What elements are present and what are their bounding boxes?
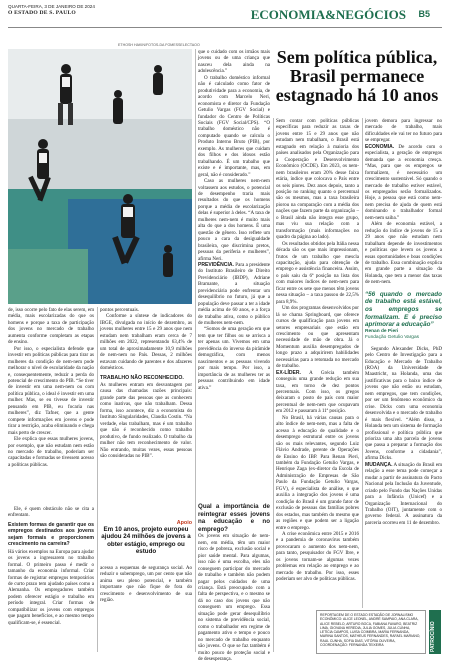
page-number: B5 [418, 9, 430, 19]
pull-quote-text: “56 quando o mercado de trabalho está estável, os empregos se formalizam. E é preciso aprimorar a educação” [365, 290, 442, 329]
paragraph: jovem demora para ingressar no mercado de trabalho, mais dificuldades ele vai ter no futuro para se empregar. [365, 118, 442, 144]
column-1 [8, 307, 94, 468]
paragraph: “Somos de uma geração em que tem que ter filhos ou se arrisca a ter apenas um. Vivemos em uma previdência do inverso da pirâmide demográfica, com menos nascimentos e as pessoas vivendo por mais tempo. Por isso, a importância de as mulheres ter as pessoas contribuindo em idade ativa.” [198, 326, 270, 391]
box-answer: Há vários exemplos na Europa para ajudar os jovens a ingressarem no trabalho formal. O primeiro passo é medir o tamanho da economia informal. Criar formas de registrar empregos temporários de curto prazo tem ajudado países como a Alemanha. Os empregadores também podem oferecer estágio e trabalho em período integral. Criar formas de compatibilizar os jovens com empregos que pagam benefícios, e ao mesmo tempo qualificam-se, é essencial. [8, 548, 94, 626]
section-title [251, 7, 406, 23]
stat-label: Apoio [176, 520, 192, 526]
newspaper-name: O ESTADO DE S. PAULO [8, 10, 76, 16]
box-question: Qual a importância de reintegrar esses jovens na educação e no emprego? [198, 503, 270, 533]
paragraph: Caso as mulheres nem-nem voltassem aos estudos, o potencial de desempenho traria mais resultados do que os homens porque a média de escolarização delas é superior à deles. “A taxa de mulheres nem-nem é muito mais alta do que a dos homens. É uma questão de gênero. Isso reflete um pouco a cara da desigualdade brasileira, que discrimina pretos, pessoas da periferia e mulheres”, afirma Neri. [198, 178, 270, 262]
column-divider [362, 118, 363, 608]
box-question: Existem formas de garantir que os empregos destinados aos jovens sejam formais e proporcionem crescimento na carreira? [8, 521, 94, 548]
box-answer: Os jovens em situação de nem-nem, em média, têm um maior risco de pobreza, exclusão social e pior saúde mental. Para algumas, isso não é uma escolha, eles não conseguem participar do mercado de trabalho e também não podem pagar pelos cuidados de uma criança. Está preocupado com a falta de perspectiva, e o mesmo se dá no caso dos jovens que não conseguem um emprego. Essa situação pode gerar desequilíbrio no sistema de previdência social, como o trabalhador em regime de pagamento ativo e tempo e pouco no mercado de trabalho enquanto são jovens. O que se faz também é muito pouco de proteção social e de desesperança. [198, 533, 270, 662]
column-3 [198, 49, 270, 503]
pull-quote-org: Fundação Getulio Vargas [365, 335, 420, 341]
paragraph: Conforme a síntese de indicadores do IBGE, divulgada no início de dezembro, as jovens mulheres entre 15 e 29 anos que nem estudam nem trabalham eram cerca de 7 milhões em 2022, representando 63,4% de um total de aproximadamente 10,9 milhões de nem-nem no País. Dessas, 2 milhões estavam cuidando de parentes e dos afazeres domésticos. [100, 313, 192, 372]
column-1-lower [8, 506, 94, 626]
stat-text: Em 10 anos, projeto europeu ajudou 24 milhões de jovens a obter estágio, emprego ou estudo [101, 526, 191, 555]
column-5 [365, 118, 442, 608]
paragraph: As mulheres entram em desvantagem por causa das chamadas razões principais: grande parte das pessoas que as conhecem como inativas, que não trabalham. Dessa forma, isso acontece, diz a economista do Instituto Singularidades, Claudia Costin. “Na verdade, elas trabalham, mas é um trabalho que não é reconhecido como trabalho produtivo, de fundo realizado. O trabalho da mulher não tem reconhecimento de valor. Não entrando, muitas vezes, essas pessoas são consideradas no PIB”. [100, 381, 192, 459]
section-title-part2: NEGÓCIOS [335, 7, 406, 22]
pull-quote-name: Renan de Pieri [365, 328, 399, 334]
paragraph: Por isso, o especialista defende que investir em políticas públicas para tirar as mulheres da condição de nem-nem pode melhorar o nível de escolaridade da nação e, consequentemente, reduzir a perda do potencial de crescimento do PIB. “Se tiver de investir em uma nem-nem ou com política pública, o ideal é investir em uma mulher. Mas, se eu tivesse de investir pensando em PIB, eu focaria nas mulheres”, diz Tafner, que a gente compete informações em jovens e pode tirar a restrição, acaba eliminando e chega mais perto de crescer. [8, 345, 94, 436]
stat-box [100, 520, 192, 555]
paragraph: acesso a esquemas de segurança social. Ao reduzir o subemprego, um por cento que não anima seu pleno potencial, e também importante que não fique de fora do crescimento e desenvolvimento de sua região. [100, 565, 192, 604]
sponsor-logo-text: PATROCÍNIO [430, 621, 436, 652]
column-4 [276, 118, 359, 653]
subhead-previdencia: PREVIDÊNCIA. [198, 261, 234, 268]
paragraph: De acordo com o especialista, a geração de empregos demanda que a economia cresça. “Mas, para que os empregos se formalizem, é necessário um crescimento sustentável. Só quando o mercado de trabalho estiver estável, os empregados serão formalizados. Hoje, a pessoa que está como nem-nem precisa de ajuda de quem está dominando o trabalhador formal nem-nem saiba.” [365, 143, 442, 221]
paragraph: pontos percentuais. [100, 307, 139, 313]
paragraph: que o cuidado com os irmãos mais jovens ou de uma criança que nasceu dela ainda na adolescência.” [198, 49, 270, 75]
paragraph: Os resultados obtidos pela Itália nessa década são os que mais impressionam, frutos de um trabalho que mescla capacitação, ajuda para obtenção de emprego e assistência financeira. Assim, o país saiu da 6ª posição na lista dos com maiores índices de nem-nem para ficar entre os sete que menos têm jovens nessa situação – a taxa passou de 22,5% para 8,9%. [276, 240, 359, 305]
paragraph: O trabalho doméstico informal não é calculado como fator de produtividade para a economia, de acordo com Marcelo Neri, economista e diretor da Fundação Getulio Vargas (FGV Social) e fundador do Centro de Políticas Sociais (FGV Social/CPS). “O trabalho doméstico não é computado quando se calcula o Produto Interno Bruto (PIB), por exemplo. As mulheres que cuidam dos filhos e dos idosos estão trabalhando. É um trabalho que existe e é importante, mas, em geral, não é considerado.” [198, 74, 270, 178]
masthead-rule [8, 27, 442, 28]
column-2 [100, 307, 192, 503]
paragraph: A situação do Brasil em relação a esse tema pode começar a mudar a partir de assinatura do Pacto Nacional pela Inclusão da Juventude, criado pelo Fundo das Nações Unidas para a Infância (Unicef) e a Organização Internacional do Trabalho (OIT), juntamente com o governo federal. A assinatura da parceria ocorreu em 11 de dezembro. [365, 461, 442, 526]
sponsor-logo [429, 610, 441, 654]
subhead-mudanca: MUDANÇA. [365, 461, 393, 468]
paragraph: Para a presidente do Instituto Brasileiro de Direito Previdenciário (IBDP), Adriane Bramante, a situação previdenciária pode enfrentar um desequilíbrio no futuro, já que a população deve passar a ter a idade média acima de 60 anos, e a força de trabalho ativa, como o público de mulheres nem-nem. [198, 261, 270, 327]
subhead-ex-lider: EX-LÍDER. [276, 369, 301, 376]
article-headline: Sem política pública, Brasil permanece estagnado há 10 anos [275, 47, 439, 105]
paragraph: Além de economia estável, a redução do índice de jovens de 15 a 29 anos que não estudam nem trabalham depende de investimentos e políticas que levem os jovens a essas oportunidades e boas condições de trabalho. Essa combinação explica em grande parte a situação da Holanda, que tem a menor das taxas de nem-nem. [365, 221, 442, 286]
paragraph: A Grécia também conseguiu uma grande redução em sua taxa, em torno de dez pontos percentuais. Com isso, os gregos deixaram o posto de país com maior percentual de nem-nem que ocupavam em 2012 e passaram à 11ª posição. [276, 369, 359, 415]
pull-quote [365, 291, 442, 342]
paragraph: A crise econômica entre 2015 e 2016 e a pandemia de coronavírus também provocaram o aumento dos nem-nem, para tanto, pesquisador do FGV Ibre, e os jovens tornam-se algumas vezes problemas em relação ao emprego e ao mercado de trabalho. Por isso, esses poderiam ser alvo de políticas públicas. [276, 531, 359, 583]
paragraph: Segundo Alexander Dicks, PhD pelo Centro de Investigação para a Educação e Mercado de Trabalho (ROA) da Universidade de Maastricht, na Holanda, uma das justificativas para o baixo índice de jovens que não estão ou estudam, nem empregos, que tem condições, por ser um fenômeno econômico da crise. Dicks com uma economia desenvolvida e o mercado de trabalho é mais flexível. “Além disso, a Holanda tem um sistema de formação profissional e política pública que prioriza uma alta parcela de jovens que passa a preparar a formação dos Jovens, conforme a cidadania”, afirma Dicks. [365, 345, 442, 462]
photo-credit: ETHOSH HAKIN/FOTOS-DA FOMESSELECTAOO [118, 43, 200, 47]
paragraph: Ele explica que essas mulheres jovens, por exemplo, que não estudam nem estão no mercado de trabalho, poderiam ser capacitadas e formadas se tivessem acesso a políticas públicas. [8, 436, 94, 468]
paragraph: No Brasil, há várias causas para o alto índice de nem-nem, mas a falta de acesso à educação de qualidade e o desemprego estrutural entre os jovens são os mais relevantes, segundo Luiz Flávio Andrade, gerente de Operações de Ensino do IBP. Para Renan Pieri, também da Fundação Getulio Vargas, e Henrique Zaga (ex-diretor da Escola de Administração de Empresas de São Paulo da Fundação Getulio Vargas, FGV), é especialista de análise, o que auxilia a integração dos jovens é uma condição do Brasil é um grande fator de exclusão de pessoas das famílias pobres dos estados, mas também do mesmo que as regiões e que podem ser a ligação entre o emprego. [276, 414, 359, 531]
paragraph: Ele, é quem obstáculo não se cita a enfrentam. [8, 506, 94, 519]
column-3-box [198, 503, 270, 662]
subhead-trabalho: TRABALHO NÃO RECONHECIDO. [100, 374, 184, 381]
credits-box: REPORTAGEM DE O ESTADO ESTADÃO DE JORNALISMO ECONÔMICO: ALICE LEONEL, ANDRÉ SAMPAIO, ANA CLARA, ALICE REBELO, ARTURO BOCA, FABIANA FAVARO, BEATRIZ LIMA, GIOVANA HEREDIA, JULIA GOMES, JULIA CUNHA, LETÍCIA CAMPOS, LUISA COIMBRA, MARIA FERNANDA, MARINA SANTOS, MATHEUS FERNANDES, RAFAEL MARIANO, RAUL CUNHA, SOFIA DIAS, VITÓRIA OLIVEIRA, COORDENAÇÃO: FERNANDA TEIXEIRA [316, 610, 426, 654]
paragraph: Um dos programas desenvolvidos por lá se chama Springboard, que oferece cursos de qualificação para jovens em setores empresariais que estão em crescimento ou que apresentam necessidade de mão de obra. Já o Momentum auxilia desempregados de longo prazo a adquirirem habilidades necessárias para a retomada no mercado de trabalho. [276, 305, 359, 370]
column-divider [273, 118, 274, 652]
masthead [8, 4, 95, 16]
subhead-economia: ECONOMIA. [365, 143, 395, 150]
column-divider [195, 49, 196, 652]
section-ampersand: & [325, 7, 336, 22]
section-title-part1: ECONOMIA [250, 7, 326, 22]
paragraph: Sem contar com políticas públicas específicas para reduzir as taxas de jovens entre 15 e 29 anos que não estudam nem trabalham, o Brasil está estagnado em relação à maioria dos países analisados pela Organização para a Cooperação e Desenvolvimento Econômico (OCDE). Em 2023, os nem-nem brasileiros eram 20% desse faixa etária, índice que colocava o País entre os seis piores. Dez anos depois, tanto a posição no ranking quanto o percentual são os mesmos, mas a taxa brasileira piorou na comparação com a média dos nações que fazem parte da organização – o Brasil ainda não integra esse grupo, mas viu sua relação com a transformação (mais informações no quadro da página ao lado). [276, 118, 359, 241]
column-divider [97, 307, 98, 652]
column-2-tail [100, 565, 192, 653]
edition-date: QUARTA-FEIRA, 3 DE JANEIRO DE 2024 [8, 4, 95, 9]
photo-of-dancers-icon [8, 49, 192, 304]
paragraph: de, isso ocorre pelo fato de elas serem, em média, mais escolarizadas do que os homens e porque a taxa de participação dos jovens no mercado de trabalho aumenta conforme completam as etapas de ensino. [8, 307, 94, 346]
dancers-photo [8, 49, 192, 304]
